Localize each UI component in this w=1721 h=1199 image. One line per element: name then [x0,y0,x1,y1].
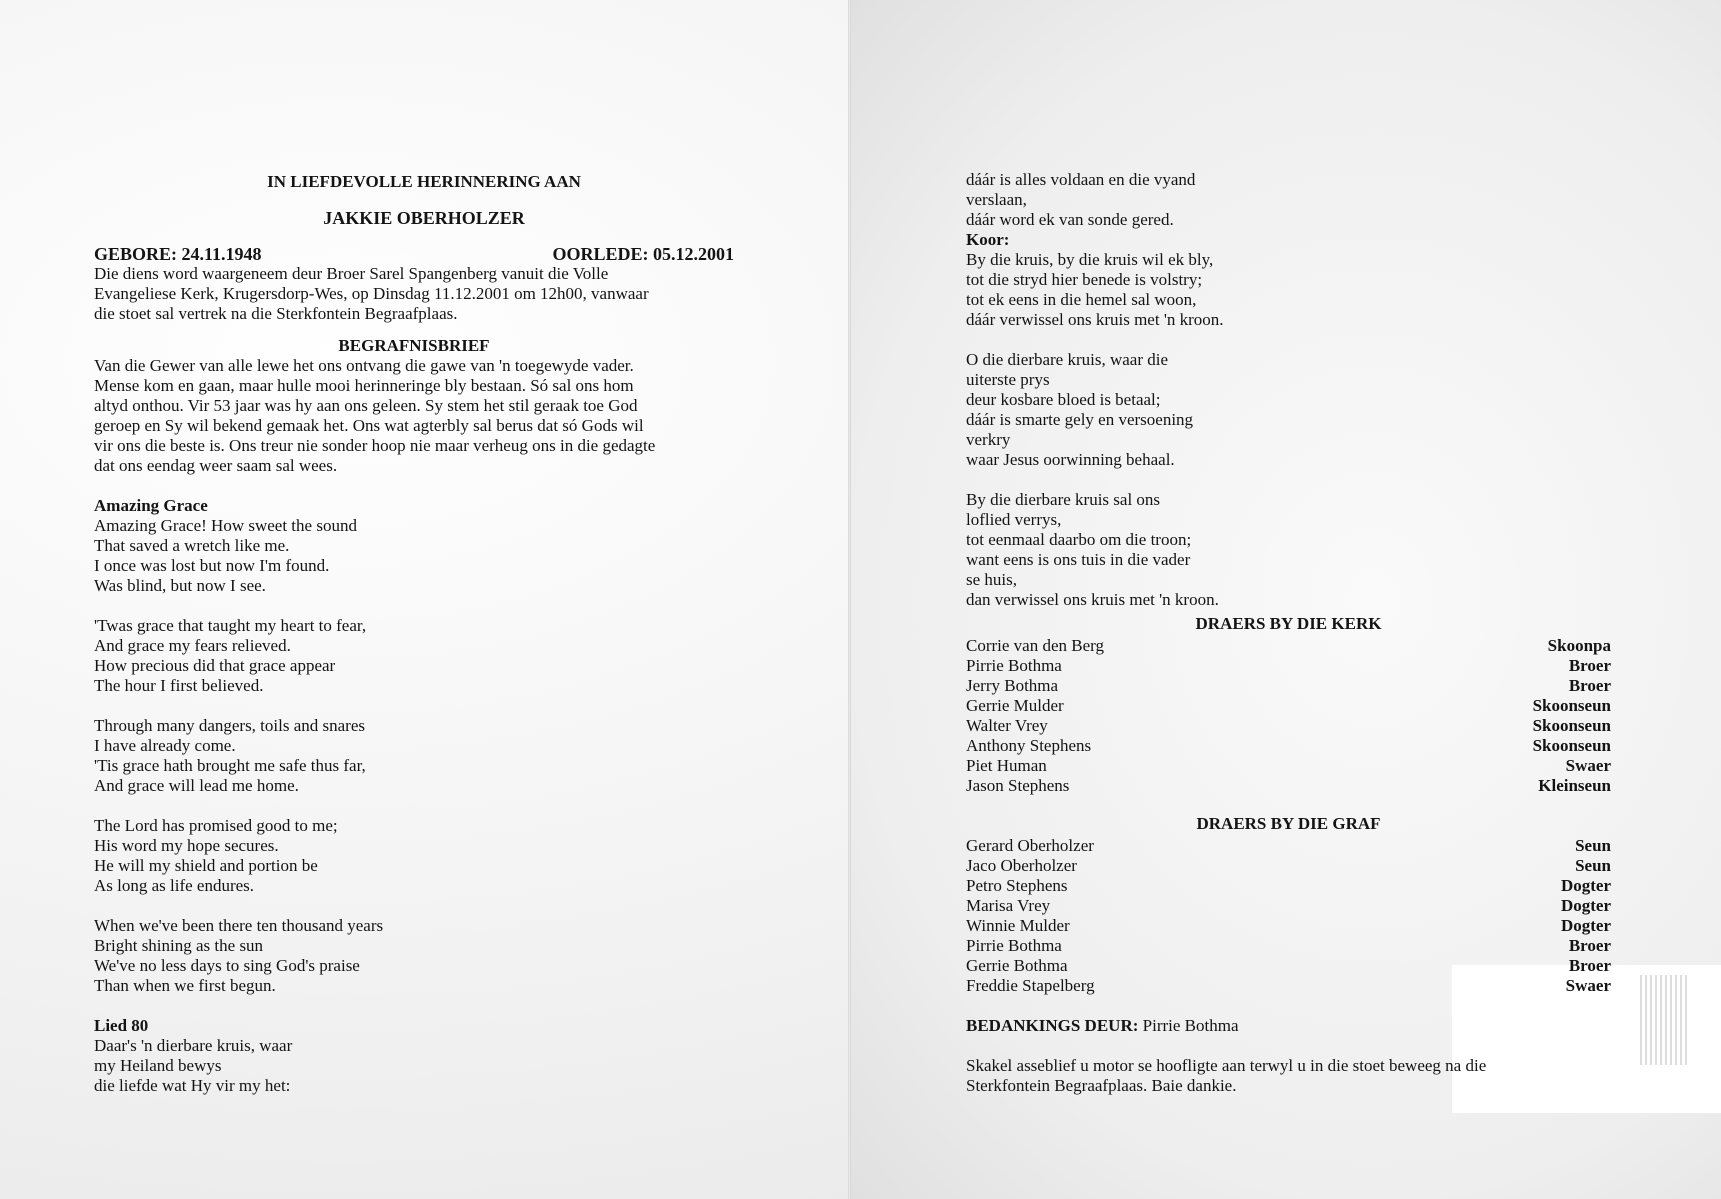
text-line: geroep en Sy wil bekend gemaak het. Ons wat agterbly sal berus dat só Gods wil [94,416,644,435]
bearer-relation: Dogter [1560,896,1611,915]
hymn-stanza [966,350,1616,470]
verse-line: dáár is smarte gely en versoening [966,410,1194,429]
bearer-relation: Broer [1568,656,1611,675]
verse-line: Was blind, but now I see. [94,576,266,595]
letter-body [94,356,734,476]
verse-line: 'Tis grace hath brought me safe thus far, [94,756,366,775]
bearer-relation: Broer [1568,956,1611,975]
hymn-stanza [966,490,1616,610]
verse-line: loflied verrys, [966,510,1062,529]
hymn-title: Amazing Grace [94,496,208,515]
hymn-stanza [966,170,1616,230]
verse-line: He will my shield and portion be [94,856,318,875]
left-column [94,172,734,1096]
verse-line: I have already come. [94,736,236,755]
bearer-relation: Skoonpa [1547,636,1611,655]
verse-line: By die dierbare kruis sal ons [966,490,1161,509]
verse-line: Amazing Grace! How sweet the sound [94,516,357,535]
chorus-label: Koor: [966,230,1010,249]
birth-date: GEBORE: 24.11.1948 [94,244,262,264]
bearer-name: Marisa Vrey [966,896,1051,915]
verse-line: dan verwissel ons kruis met 'n kroon. [966,590,1219,609]
verse-line: verkry [966,430,1011,449]
barcode-image [1640,975,1690,1065]
memorial-heading: IN LIEFDEVOLLE HERINNERING AAN [267,172,581,191]
verse-line: And grace will lead me home. [94,776,299,795]
list-item [966,916,1611,936]
verse-line: deur kosbare bloed is betaal; [966,390,1161,409]
hymn-stanza [94,816,734,896]
verse-line: When we've been there ten thousand years [94,916,384,935]
dates-row [94,244,734,264]
list-item [966,976,1611,996]
service-notice [94,264,734,324]
chorus [966,250,1616,330]
verse-line: O die dierbare kruis, waar die [966,350,1169,369]
church-bearers-title: DRAERS BY DIE KERK [1195,614,1382,633]
text-line: altyd onthou. Vir 53 jaar was hy aan ons geleen. Sy stem het stil geraak toe God [94,396,638,415]
list-item [966,756,1611,776]
verse-line: 'Twas grace that taught my heart to fear, [94,616,367,635]
verse-line: tot eenmaal daarbo om die troon; [966,530,1192,549]
page-fold [848,0,851,1199]
verse-line: die liefde wat Hy vir my het: [94,1076,291,1095]
bearer-relation: Kleinseun [1538,776,1611,795]
verse-line: Daar's 'n dierbare kruis, waar [94,1036,293,1055]
bearer-name: Petro Stephens [966,876,1068,895]
verse-line: And grace my fears relieved. [94,636,291,655]
thanks-label: BEDANKINGS DEUR: [966,1016,1139,1035]
verse-line: I once was lost but now I'm found. [94,556,330,575]
thanks-name: Pirrie Bothma [1142,1016,1239,1035]
bearer-name: Anthony Stephens [966,736,1092,755]
verse-line: That saved a wretch like me. [94,536,290,555]
list-item [966,656,1611,676]
verse-line: my Heiland bewys [94,1056,222,1075]
death-date: OORLEDE: 05.12.2001 [552,244,734,264]
text-line: Evangeliese Kerk, Krugersdorp-Wes, op Dinsdag 11.12.2001 om 12h00, vanwaar [94,284,649,303]
verse-line: Through many dangers, toils and snares [94,716,365,735]
bearer-name: Jaco Oberholzer [966,856,1077,875]
bearer-name: Freddie Stapelberg [966,976,1095,995]
bearer-name: Pirrie Bothma [966,936,1062,955]
hymn-stanza [94,1036,734,1096]
thanks-line [966,1016,1616,1036]
bearer-relation: Broer [1568,676,1611,695]
list-item [966,956,1611,976]
bearer-name: Winnie Mulder [966,916,1070,935]
bearer-name: Piet Human [966,756,1047,775]
bearer-relation: Swaer [1565,976,1611,995]
bearer-name: Jason Stephens [966,776,1070,795]
list-item [966,716,1611,736]
church-bearers-list [966,636,1616,796]
bearer-relation: Seun [1575,836,1611,855]
bearer-name: Corrie van den Berg [966,636,1105,655]
verse-line: Bright shining as the sun [94,936,264,955]
list-item [966,836,1611,856]
list-item [966,636,1611,656]
bearer-relation: Dogter [1560,916,1611,935]
list-item [966,736,1611,756]
verse-line: As long as life endures. [94,876,255,895]
text-line: Sterkfontein Begraafplaas. Baie dankie. [966,1076,1237,1095]
bearer-relation: Swaer [1565,756,1611,775]
verse-line: The hour I first believed. [94,676,264,695]
hymn-stanza [94,616,734,696]
text-line: die stoet sal vertrek na die Sterkfontein Begraafplaas. [94,304,458,323]
text-line: Die diens word waargeneem deur Broer Sarel Spangenberg vanuit die Volle [94,264,609,283]
bearer-relation: Dogter [1560,876,1611,895]
text-line: vir ons die beste is. Ons treur nie sonder hoop nie maar verheug ons in die gedagte [94,436,656,455]
bearer-name: Pirrie Bothma [966,656,1062,675]
text-line: Skakel asseblief u motor se hoofligte aan terwyl u in die stoet beweeg na die [966,1056,1487,1075]
list-item [966,876,1611,896]
bearer-name: Gerrie Bothma [966,956,1068,975]
verse-line: want eens is ons tuis in die vader [966,550,1191,569]
verse-line: dáár word ek van sonde gered. [966,210,1174,229]
verse-line: Than when we first begun. [94,976,276,995]
bearer-name: Walter Vrey [966,716,1048,735]
bearer-relation: Seun [1575,856,1611,875]
hymn-stanza [94,516,734,596]
verse-line: uiterste prys [966,370,1050,389]
letter-title: BEGRAFNISBRIEF [338,336,490,355]
bearer-relation: Broer [1568,936,1611,955]
verse-line: dáár verwissel ons kruis met 'n kroon. [966,310,1224,329]
list-item [966,776,1611,796]
right-column [966,170,1616,1096]
list-item [966,676,1611,696]
list-item [966,896,1611,916]
verse-line: verslaan, [966,190,1027,209]
verse-line: His word my hope secures. [94,836,279,855]
bearer-relation: Skoonseun [1532,716,1611,735]
hymn-title: Lied 80 [94,1016,149,1035]
text-line: dat ons eendag weer saam sal wees. [94,456,338,475]
list-item [966,856,1611,876]
verse-line: The Lord has promised good to me; [94,816,338,835]
bearer-relation: Skoonseun [1532,696,1611,715]
bearer-relation: Skoonseun [1532,736,1611,755]
text-line: Van die Gewer van alle lewe het ons ontvang die gawe van 'n toegewyde vader. [94,356,634,375]
grave-bearers-title: DRAERS BY DIE GRAF [1196,814,1381,833]
bearer-name: Gerrie Mulder [966,696,1064,715]
closing-note [966,1056,1616,1096]
verse-line: se huis, [966,570,1017,589]
grave-bearers-list [966,836,1616,996]
list-item [966,696,1611,716]
verse-line: tot die stryd hier benede is volstry; [966,270,1203,289]
deceased-name: JAKKIE OBERHOLZER [323,208,525,228]
list-item [966,936,1611,956]
verse-line: We've no less days to sing God's praise [94,956,360,975]
verse-line: tot ek eens in die hemel sal woon, [966,290,1197,309]
hymn-stanza [94,916,734,996]
verse-line: How precious did that grace appear [94,656,336,675]
bearer-name: Gerard Oberholzer [966,836,1094,855]
text-line: Mense kom en gaan, maar hulle mooi herinneringe bly bestaan. Só sal ons hom [94,376,634,395]
verse-line: waar Jesus oorwinning behaal. [966,450,1175,469]
bearer-name: Jerry Bothma [966,676,1059,695]
verse-line: dáár is alles voldaan en die vyand [966,170,1196,189]
hymn-stanza [94,716,734,796]
verse-line: By die kruis, by die kruis wil ek bly, [966,250,1214,269]
